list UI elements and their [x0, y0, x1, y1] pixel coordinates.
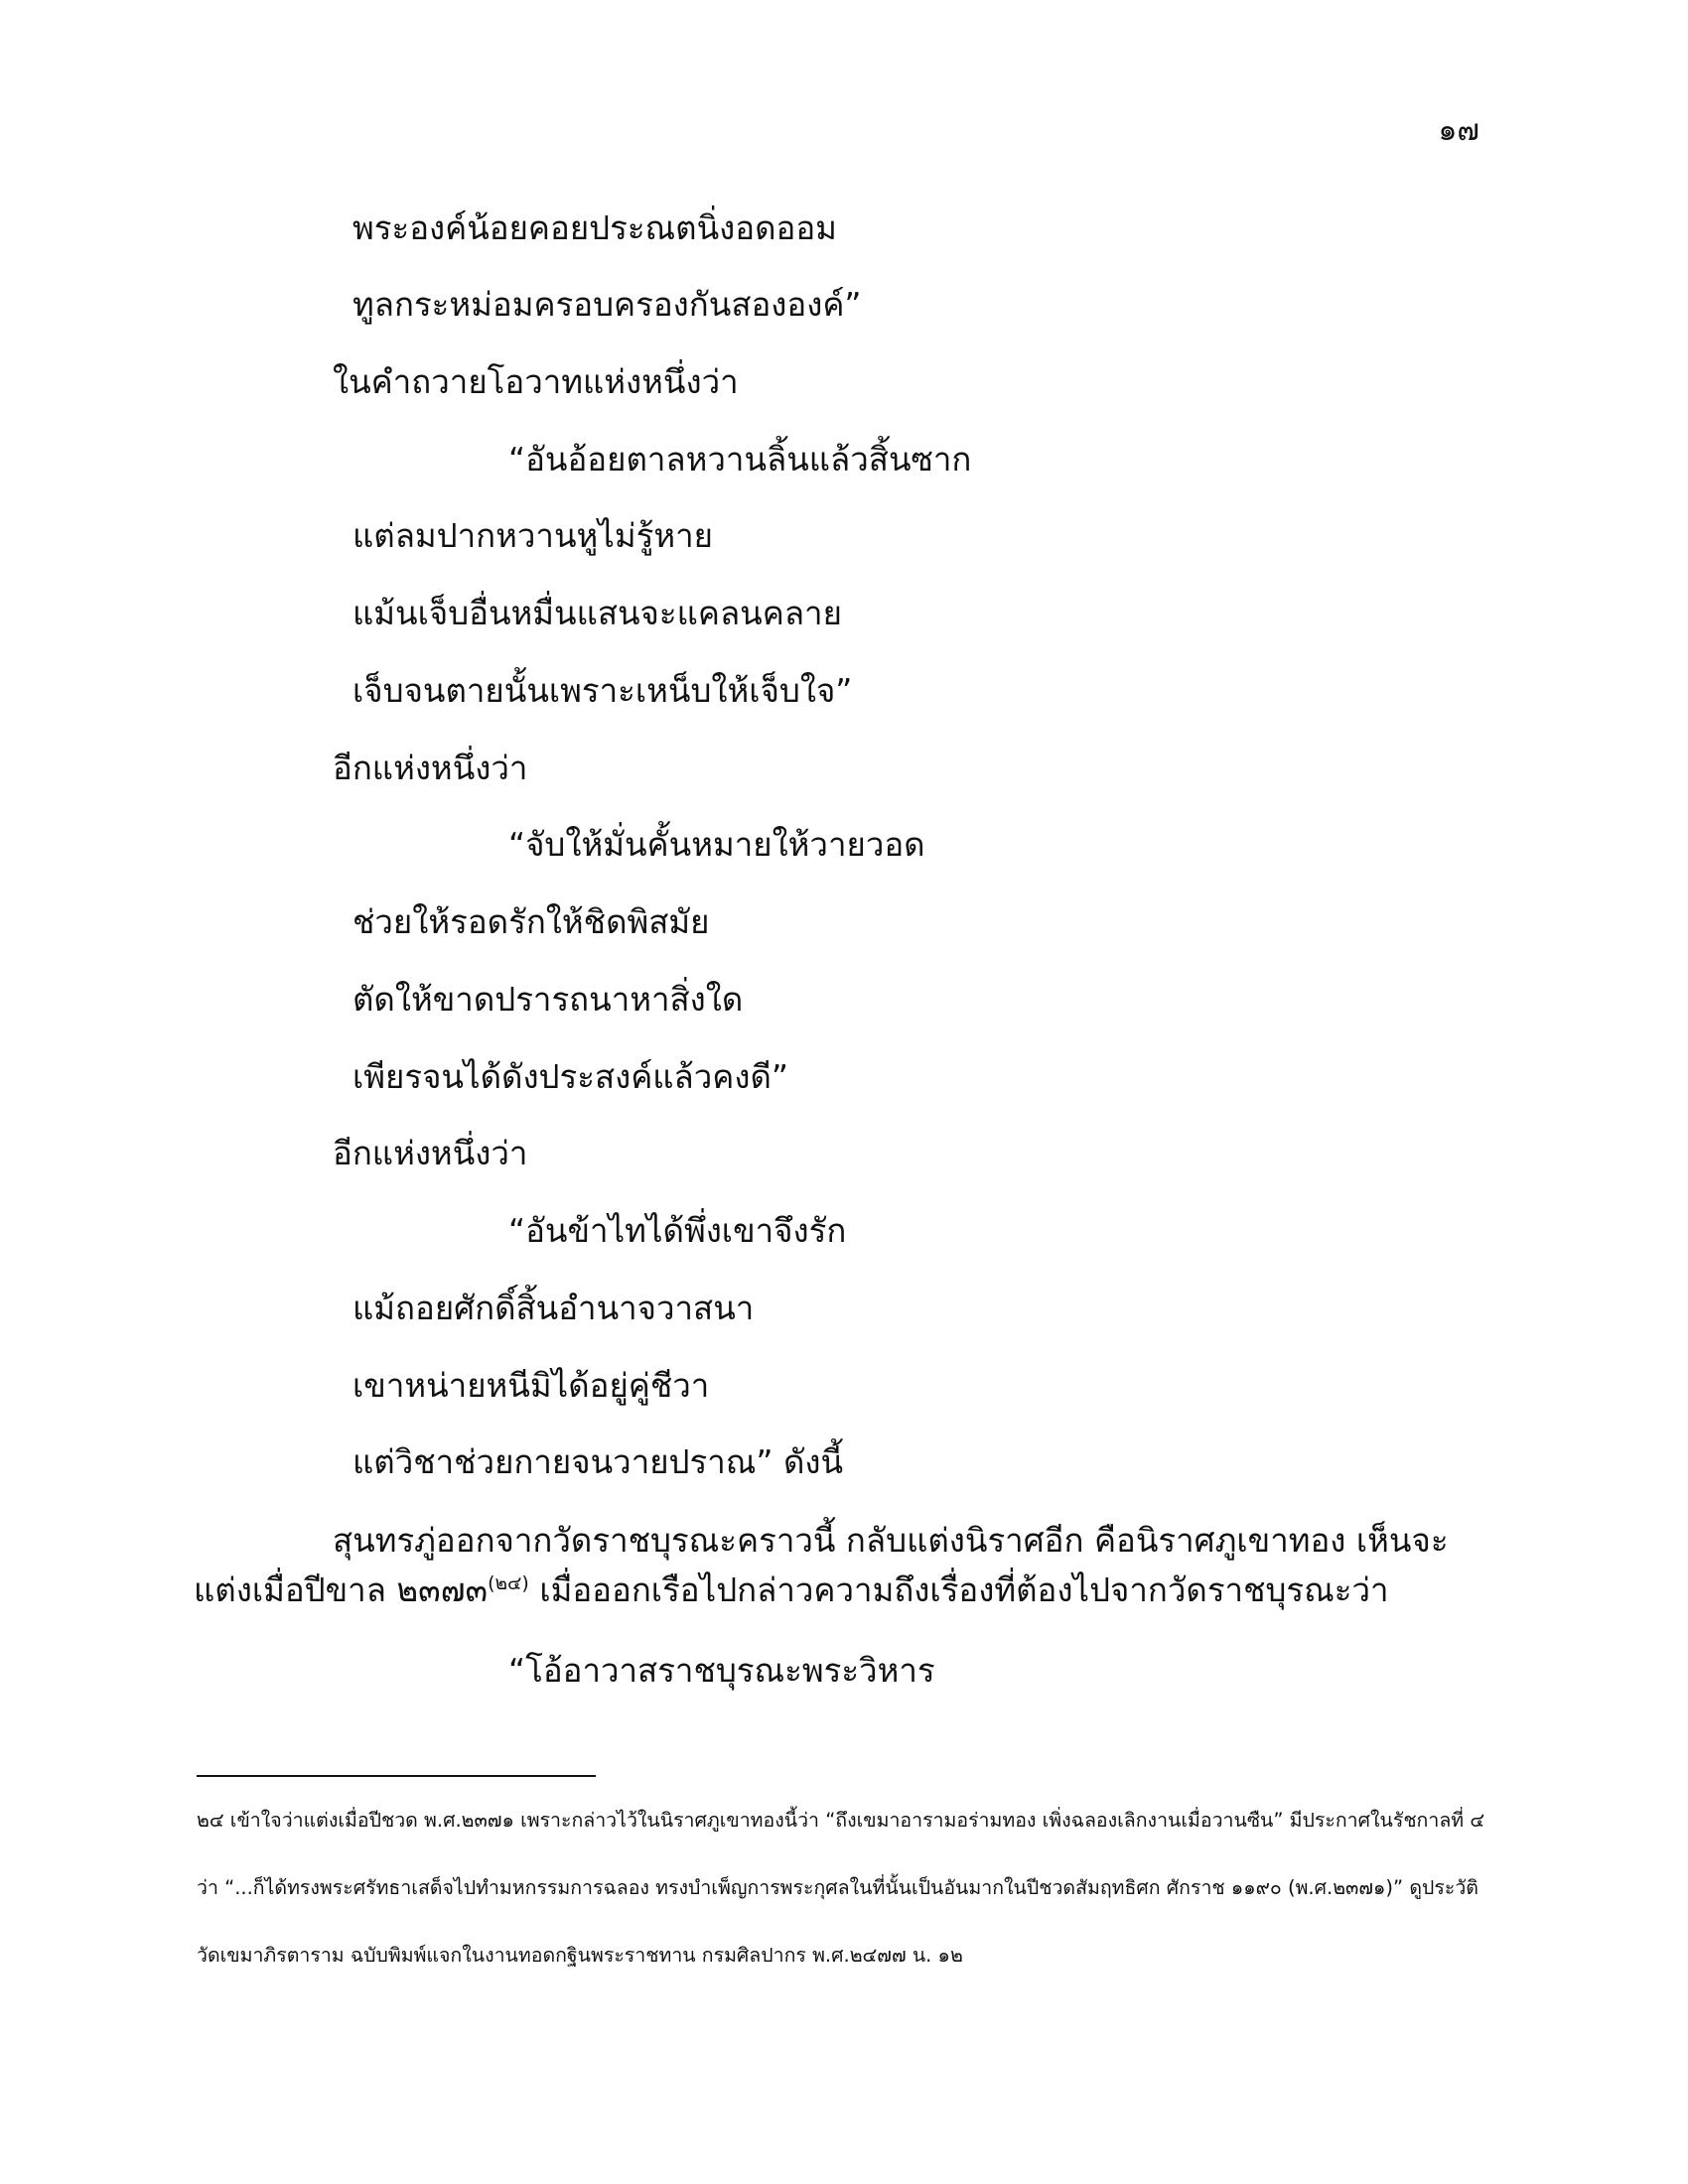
verse-opening-line: “อันข้าไทได้พึ่งเขาจึงรัก [508, 1211, 847, 1250]
verse-line: ช่วยให้รอดรักให้ชิดพิสมัย [352, 902, 710, 941]
verse-line: แม้ถอยศักดิ์สิ้นอำนาจวาสนา [352, 1289, 755, 1327]
paragraph-text: สุนทรภู่ออกจากวัดราชบุรณะคราวนี้ กลับแต่งนิราศอีก คือนิราศภูเขาทอง เห็นจะแต่งเมื่อปีขาล ๒๓๗๓ [194, 1521, 1449, 1609]
verse-line: แต่วิชาช่วยกายจนวายปราณ” ดังนี้ [352, 1442, 844, 1481]
verse-opening-line: “โอ้อาวาสราชบุรณะพระวิหาร [508, 1651, 935, 1690]
verse-line: เขาหน่ายหนีมิได้อยู่คู่ชีวา [352, 1366, 710, 1405]
verse-opening-line: “จับให้มั่นคั้นหมายให้วายวอด [508, 825, 925, 864]
verse-line: เจ็บจนตายนั้นเพราะเหน็บให้เจ็บใจ” [352, 671, 853, 710]
verse-line: ทูลกระหม่อมครอบครองกันสององค์” [352, 285, 862, 324]
verse-line: แม้นเจ็บอื่นหมื่นแสนจะแคลนคลาย [352, 594, 842, 632]
footnote-text: ๒๔ เข้าใจว่าแต่งเมื่อปีชวด พ.ศ.๒๓๗๑ เพราะกล่าวไว้ในนิราศภูเขาทองนี้ว่า “ถึงเขมาอารามอร่ามทอง เพิ่งฉลองเลิกงานเมื่อวานซืน” มีประกาศในรัชกาลที่ ๔ ว่า “...ก็ได้ทรงพระศรัทธาเสด็จไปทำมหกรรมการฉลอง ทรงบำเพ็ญการพระกุศลในที่นั้นเป็นอันมากในปีชวดสัมฤทธิศก ศักราช ๑๑๙๐ (พ.ศ.๒๓๗๑)” ดูประวัติวัดเขมาภิรตาราม ฉบับพิมพ์แจกในงานทอดกฐินพระราชทาน กรมศิลปากร พ.ศ.๒๔๗๗ น. ๑๒ [197, 1809, 1485, 1967]
intro-line: อีกแห่งหนึ่งว่า [333, 749, 528, 787]
intro-line: อีกแห่งหนึ่งว่า [333, 1134, 528, 1172]
footnote-divider [197, 1775, 596, 1777]
verse-line: เพียรจนได้ดังประสงค์แล้วคงดี” [352, 1057, 789, 1096]
intro-line: ในคำถวายโอวาทแห่งหนึ่งว่า [333, 362, 739, 401]
verse-line: พระองค์น้อยคอยประณตนิ่งอดออม [352, 208, 837, 247]
verse-line: แต่ลมปากหวานหูไม่รู้หาย [352, 516, 713, 555]
verse-line: ตัดให้ขาดปรารถนาหาสิ่งใด [352, 980, 744, 1019]
verse-opening-line: “อันอ้อยตาลหวานลิ้นแล้วสิ้นซาก [508, 440, 972, 478]
page-number: ๑๗ [1438, 113, 1479, 148]
body-paragraph [194, 1516, 1475, 1615]
paragraph-text-continued: เมื่อออกเรือไปกล่าวความถึงเรื่องที่ต้องไปจากวัดราชบุรณะว่า [528, 1570, 1389, 1609]
footnote-reference[interactable]: (๒๔) [488, 1572, 529, 1594]
